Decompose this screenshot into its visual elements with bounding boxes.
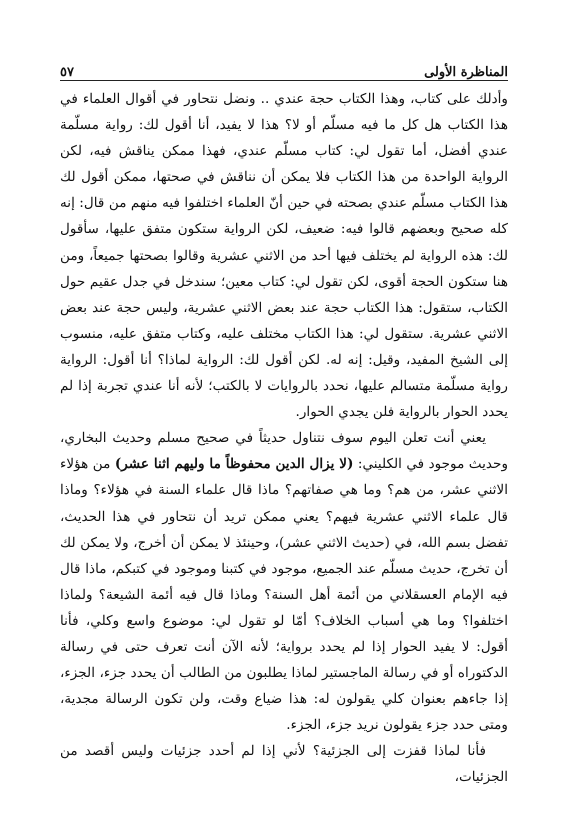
hadith-quote: (لا يزال الدين محفوظاً ما وليهم اثنا عشر) xyxy=(114,456,354,473)
paragraph-2-text-b: من هؤلاء الاثني عشر، من هم؟ وما هي صفاتهم؟ ماذا قال علماء السنة في هؤلاء؟ وماذا قال علماء الاثني عشرية فيهم؟ يعني ممكن تريد أن نتحاور في هذا الحديث، تفضل بسم الله، في (حديث الاثني عشر)، وحينئذ لا يمكن أن أخرج، ولا يمكن لك أن تخرج، حديث مسلّم عند الجميع، موجود في كتبنا وموجود في كتبكم، ماذا قال فيه الإمام العسقلاني من أئمة أهل السنة؟ وماذا قال فيه أئمة الشيعة؟ ولماذا اختلفوا؟ وما هي أسباب الخلاف؟ أمّا لو تقول لي: موضوع واسع وكلي، فأنا أقول: لا يفيد الحوار إذا لم يحدد برواية؛ لأنه الآن أنت تعرف حتى في رسالة الدكتوراه أو في رسالة الماجستير لماذا يطلبون من الطالب أن يحدد جزء، الجزء، إذا جاءهم بعنوان كلي يقولون له: هذا ضياع وقت، ولن تكون الرسالة مجدية، ومتى حدد جزء يقولون نريد جزء، الجزء. xyxy=(60,456,508,734)
running-title: المناظرة الأولى xyxy=(424,65,508,80)
paragraph-2-text-a: يعني أنت تعلن اليوم سوف نتناول حديثاً في صحيح مسلم وحديث البخاري، وحديث موجود في الكليني: xyxy=(60,430,509,473)
page-number: ٥٧ xyxy=(60,65,74,80)
body-text xyxy=(60,86,508,791)
paragraph-1 xyxy=(60,86,508,425)
paragraph-3 xyxy=(60,738,508,790)
paragraph-1-text: وأدلك على كتاب، وهذا الكتاب حجة عندي .. ونضل نتحاور في أقوال العلماء في هذا الكتاب هل كل ما فيه مسلّم أو لا؟ هذا لا يفيد، أنا أقول لك: رواية مسلّمة عندي أفضل، أما تقول لي: كتاب مسلّم عندي، فهذا ممكن يناقش فيه، لكن الرواية الواحدة من هذا الكتاب فلا يمكن أن نناقش في صحتها، ممكن أقول لك هذا الكتاب مسلّم عندي بصحته في حين أنّ العلماء اختلفوا فيه منهم من قال: إنه كله صحيح وبعضهم قالوا فيه: ضعيف، لكن الرواية ستكون متفق عليها، سأقول لك: هذه الرواية لم يختلف فيها أحد من الاثني عشرية وقالوا بصحتها جميعاً، ومن هنا ستكون الحجة أقوى، لكن تقول لي: كتاب معين؛ سندخل في جدل عقيم حول الكتاب، ستقول: هذا الكتاب حجة عند بعض الاثني عشرية، وليس حجة عند بعض الاثني عشرية. ستقول لي: هذا الكتاب مختلف عليه، وكتاب متفق عليه، منسوب إلى الشيخ المفيد، وقيل: إنه له. لكن أقول لك: الرواية لماذا؟ أنا أقول: الرواية رواية مسلّمة متسالم عليها، نحدد بالروايات لا بالكتب؛ لأنه أنا عندي تجربة إذا لم يحدد الحوار بالرواية فلن يجدي الحوار. xyxy=(60,91,508,421)
paragraph-3-text: فأنا لماذا قفزت إلى الجزئية؟ لأني إذا لم أحدد جزئيات وليس أقصد من الجزئيات، xyxy=(60,743,508,786)
header-divider xyxy=(60,80,508,81)
running-header xyxy=(60,60,508,80)
paragraph-2 xyxy=(60,425,508,738)
